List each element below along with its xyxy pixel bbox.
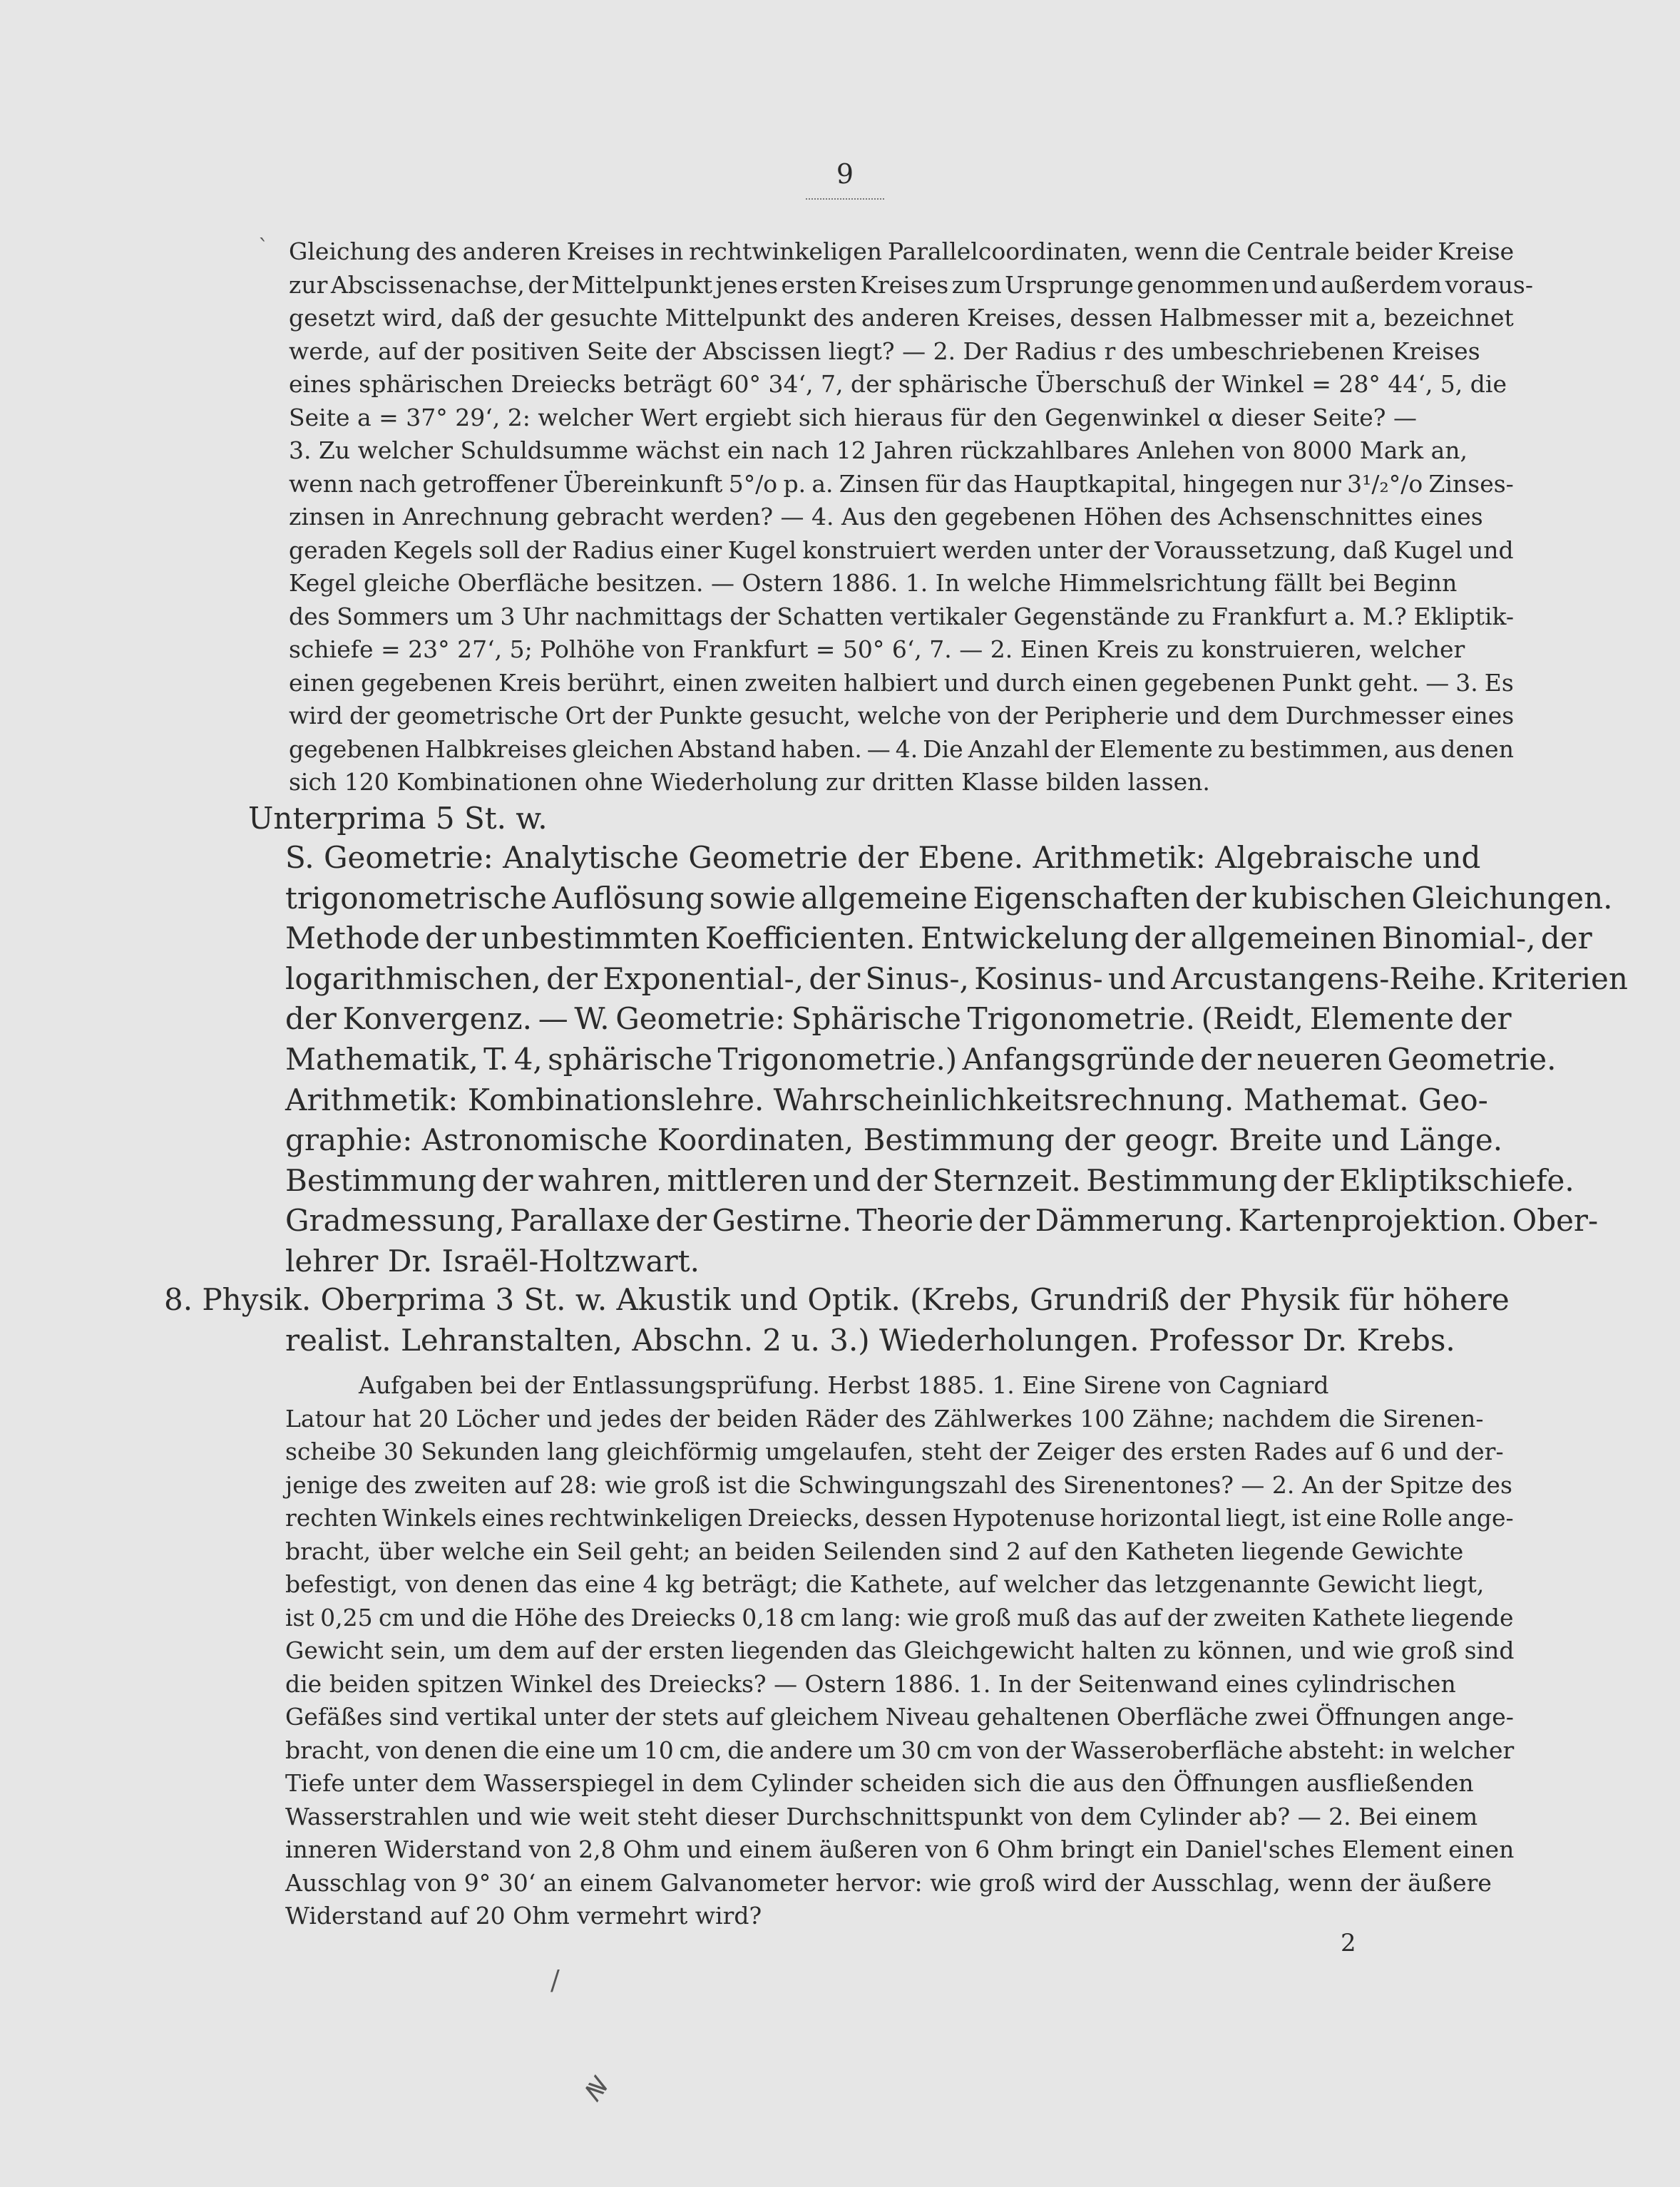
text-line: der Konvergenz. — W. Geometrie: Sphärische Trigonometrie. (Reidt, Elemente der xyxy=(285,1001,1512,1037)
stray-tick-mark: ` xyxy=(258,235,269,260)
text-line: Ausschlag von 9° 30‘ an einem Galvanometer hervor: wie groß wird der Ausschlag, wenn der äußere xyxy=(285,1868,1492,1897)
text-line: jenige des zweiten auf 28: wie groß ist die Schwingungszahl des Sirenentones? — 2. An der Spitze des xyxy=(285,1470,1512,1499)
text-line: rechten Winkels eines rechtwinkeligen Dreiecks, dessen Hypotenuse horizontal liegt, ist eine Rolle ange- xyxy=(285,1504,1514,1532)
text-line: gegebenen Halbkreises gleichen Abstand haben. — 4. Die Anzahl der Elemente zu bestimmen, aus denen xyxy=(289,734,1514,763)
text-line: geraden Kegels soll der Radius einer Kugel konstruiert werden unter der Voraussetzung, daß Kugel und xyxy=(289,536,1514,564)
text-line: gesetzt wird, daß der gesuchte Mittelpunkt des anderen Kreises, dessen Halbmesser mit a, bezeichnet xyxy=(289,304,1514,332)
text-line: S. Geometrie: Analytische Geometrie der Ebene. Arithmetik: Algebraische und xyxy=(285,840,1481,875)
text-line: Methode der unbestimmten Koefficienten. Entwickelung der allgemeinen Binomial-, der xyxy=(285,921,1592,956)
text-line: logarithmischen, der Exponential-, der Sinus-, Kosinus- und Arcustangens-Reihe. Kriterien xyxy=(285,961,1628,996)
text-line: bracht, von denen die eine um 10 cm, die andere um 30 cm von der Wasseroberfläche absteht: in welcher xyxy=(285,1736,1515,1764)
text-line: 3. Zu welcher Schuldsumme wächst ein nach 12 Jahren rückzahlbares Anlehen von 8000 Mark an, xyxy=(289,436,1468,464)
unterprima-syllabus-block xyxy=(285,838,1628,1282)
text-line: Latour hat 20 Löcher und jedes der beiden Räder des Zählwerkes 100 Zähne; nachdem die Sirenen- xyxy=(285,1404,1484,1433)
text-line: Arithmetik: Kombinationslehre. Wahrscheinlichkeitsrechnung. Mathemat. Geo- xyxy=(285,1082,1488,1117)
decorative-wave-rule xyxy=(806,191,884,200)
text-line: Aufgaben bei der Entlassungsprüfung. Herbst 1885. 1. Eine Sirene von Cagniard xyxy=(359,1371,1329,1399)
text-line: Mathematik, T. 4, sphärische Trigonometrie.) Anfangsgründe der neueren Geometrie. xyxy=(285,1041,1557,1077)
stray-slash-mark: / xyxy=(550,1965,560,1996)
text-line: lehrer Dr. Israël-Holtzwart. xyxy=(285,1243,700,1279)
text-line: eines sphärischen Dreiecks beträgt 60° 34‘, 7, der sphärische Überschuß der Winkel = 28° 44‘, 5, die xyxy=(289,370,1507,398)
exam-problems-block-physics xyxy=(285,1369,1514,1933)
text-line: Bestimmung der wahren, mittleren und der Sternzeit. Bestimmung der Ekliptikschiefe. xyxy=(285,1162,1574,1198)
text-line: schiefe = 23° 27‘, 5; Polhöhe von Frankfurt = 50° 6‘, 7. — 2. Einen Kreis zu konstruieren, welcher xyxy=(289,635,1465,663)
text-line: Gefäßes sind vertikal unter der stets auf gleichem Niveau gehaltenen Oberfläche zwei Öffnungen ange- xyxy=(285,1703,1514,1731)
physics-section-block xyxy=(164,1280,1512,1361)
text-line: realist. Lehranstalten, Abschn. 2 u. 3.) Wiederholungen. Professor Dr. Krebs. xyxy=(285,1322,1455,1358)
signature-mark: 2 xyxy=(1341,1929,1356,1957)
text-line: Kegel gleiche Oberfläche besitzen. — Ostern 1886. 1. In welche Himmelsrichtung fällt bei Beginn xyxy=(289,569,1458,597)
text-line: einen gegebenen Kreis berührt, einen zweiten halbiert und durch einen gegebenen Punkt geht. — 3. Es xyxy=(289,668,1514,697)
text-line: trigonometrische Auflösung sowie allgemeine Eigenschaften der kubischen Gleichungen. xyxy=(285,880,1613,916)
text-line: zinsen in Anrechnung gebracht werden? — 4. Aus den gegebenen Höhen des Achsenschnittes eines xyxy=(289,503,1483,531)
exam-problems-block-mathematics xyxy=(289,235,1533,799)
text-line: scheibe 30 Sekunden lang gleichförmig umgelaufen, steht der Zeiger des ersten Rades auf 6 und der- xyxy=(285,1438,1504,1465)
text-line: des Sommers um 3 Uhr nachmittags der Schatten vertikaler Gegenstände zu Frankfurt a. M.? Ekliptik- xyxy=(289,602,1515,630)
text-line: sich 120 Kombinationen ohne Wiederholung zur dritten Klasse bilden lassen. xyxy=(289,768,1210,796)
text-line: Gradmessung, Parallaxe der Gestirne. Theorie der Dämmerung. Kartenprojektion. Ober- xyxy=(285,1203,1599,1239)
text-line: befestigt, von denen das eine 4 kg beträgt; die Kathete, auf welcher das letzgenannte Gewicht liegt, xyxy=(285,1570,1485,1598)
text-line: Gewicht sein, um dem auf der ersten liegenden das Gleichgewicht halten zu können, und wie groß sind xyxy=(285,1637,1515,1664)
stray-bolt-mark: ≷ xyxy=(577,2067,616,2109)
text-line: 8. Physik. Oberprima 3 St. w. Akustik und Optik. (Krebs, Grundriß der Physik für höhere xyxy=(164,1282,1510,1317)
text-line: Seite a = 37° 29‘, 2: welcher Wert ergiebt sich hieraus für den Gegenwinkel α dieser Seite? — xyxy=(289,403,1417,431)
text-line: inneren Widerstand von 2,8 Ohm und einem äußeren von 6 Ohm bringt ein Daniel'sches Element einen xyxy=(285,1835,1515,1863)
text-line: wird der geometrische Ort der Punkte gesucht, welche von der Peripherie und dem Durchmesser eines xyxy=(289,702,1515,729)
text-line: werde, auf der positiven Seite der Abscissen liegt? — 2. Der Radius r des umbeschriebenen Kreises xyxy=(289,337,1480,365)
heading-unterprima: Unterprima 5 St. w. xyxy=(248,801,548,836)
page-number: 9 xyxy=(806,158,884,200)
text-line: wenn nach getroffener Übereinkunft 5°/o p. a. Zinsen für das Hauptkapital, hingegen nur 3¹/₂°/o Zinses- xyxy=(289,469,1514,498)
text-line: bracht, über welche ein Seil geht; an beiden Seilenden sind 2 auf den Katheten liegende Gewichte xyxy=(285,1537,1464,1565)
text-line: zur Abscissenachse, der Mittelpunkt jenes ersten Kreises zum Ursprunge genommen und außerdem voraus- xyxy=(289,270,1533,299)
text-line: die beiden spitzen Winkel des Dreiecks? — Ostern 1886. 1. In der Seitenwand eines cylindrischen xyxy=(285,1669,1456,1698)
text-line: graphie: Astronomische Koordinaten, Bestimmung der geogr. Breite und Länge. xyxy=(285,1122,1503,1158)
text-line: Tiefe unter dem Wasserspiegel in dem Cylinder scheiden sich die aus den Öffnungen ausfließenden xyxy=(285,1769,1474,1797)
text-line: Wasserstrahlen und wie weit steht dieser Durchschnittspunkt von dem Cylinder ab? — 2. Bei einem xyxy=(285,1802,1478,1830)
text-line: ist 0,25 cm und die Höhe des Dreiecks 0,18 cm lang: wie groß muß das auf der zweiten Kathete liegende xyxy=(285,1603,1514,1632)
text-line: Gleichung des anderen Kreises in rechtwinkeligen Parallelcoordinaten, wenn die Centrale beider Kreise xyxy=(289,237,1515,265)
text-line: Widerstand auf 20 Ohm vermehrt wird? xyxy=(285,1902,762,1930)
